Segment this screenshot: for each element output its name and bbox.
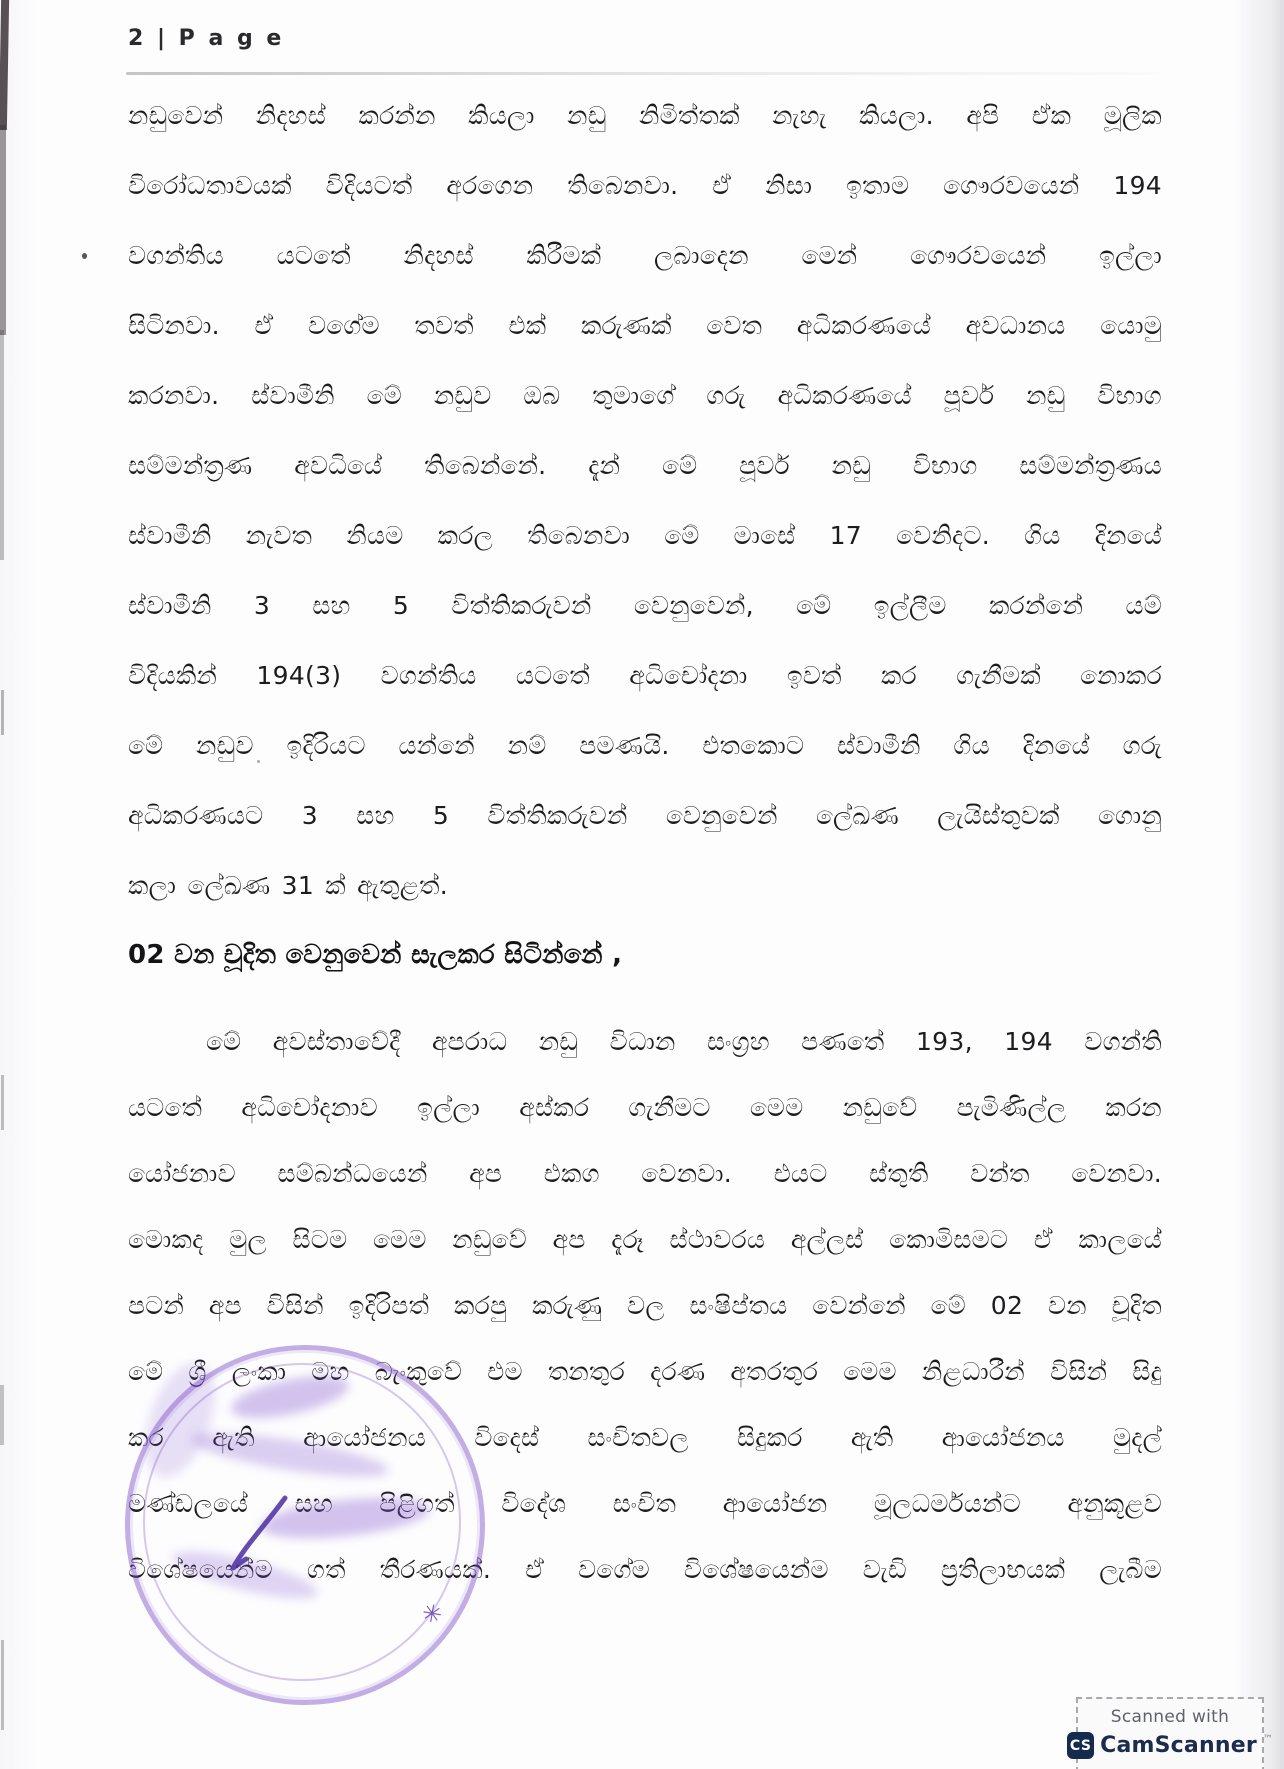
scan-edge-artifact	[0, 125, 6, 335]
text-line: ස්වාමීනි නැවත නියම කරල තිබෙනවා මේ මාසේ 17 වෙනිදට. ගිය දිනයේ	[128, 521, 1162, 550]
text-line: සිටිනවා. ඒ වගේම තවත් එක් කරුණක් වෙත අධිකරණයේ අවධානය යොමු	[128, 311, 1162, 340]
ink-speck	[82, 253, 87, 259]
text-line: වගන්තිය යටතේ නිදහස් කිරීමක් ලබාදෙන මෙන් ගෞරවයෙන් ඉල්ලා	[128, 241, 1162, 270]
scan-edge-artifact	[0, 1385, 4, 1445]
header-underline	[126, 72, 1160, 75]
text-line: නඩුවෙන් නිදහස් කරන්න කියලා නඩු නිමිත්තක් නැහැ කියලා. අපි ඒක මූලික	[128, 101, 1162, 130]
trademark-symbol: ™	[1262, 1734, 1273, 1745]
text-line: අධිකරණයට 3 සහ 5 විත්තිකරුවන් වෙනුවෙන් ලේඛණ ලැයිස්තුවක් ගොනු	[128, 801, 1162, 830]
scan-edge-artifact	[0, 0, 9, 130]
text-line: මේ අවස්තාවේදී අපරාධ නඩු විධාන සංග්‍රහ පණතේ 193, 194 වගන්ති	[206, 1027, 1162, 1056]
text-line: මොකද මුල සිටම මෙම නඩුවේ අප දැරූ ස්ථාවරය අල්ලස් කොමිසමට ඒ කාලයේ	[128, 1225, 1162, 1254]
text-line: සම්මන්ත්‍රණ අවධියේ තිබෙන්නේ. දැන් මේ පූර්ව නඩු විභාග සම්මන්ත්‍රණය	[128, 451, 1162, 480]
text-line: යටතේ අධිචෝදනාව ඉල්ලා අස්කර ගැනීමට මෙම නඩුවේ පැමිණිල්ල කරන	[128, 1093, 1162, 1122]
camscanner-brand-row	[1067, 1732, 1273, 1759]
stamp-star-icon: ✳	[419, 1598, 445, 1630]
camscanner-logo-icon: CS	[1067, 1732, 1094, 1759]
text-line: යෝජනාව සම්බන්ධයෙන් අප එකග වෙනවා. එයට ස්තුති වන්ත වෙනවා.	[128, 1159, 1162, 1188]
scan-edge-artifact	[1, 1640, 4, 1730]
paragraph-1	[128, 96, 1162, 936]
scan-edge-artifact	[1, 1075, 4, 1130]
text-line: කරනවා. ස්වාමීනි මේ නඩුව ඔබ තුමාගේ ගරු අධිකරණයේ පූර්ව නඩු විභාග	[128, 381, 1162, 410]
text-line: මණ්ඩලයේ සහ පිළිගත් විදේශ සංචිත ආයෝජන මූලධර්මයන්ට අනුකූළව	[128, 1489, 1162, 1518]
text-line: ස්වාමීනි 3 සහ 5 විත්තිකරුවන් වෙනුවෙන්, මේ ඉල්ලීම කරන්නේ යම්	[128, 591, 1162, 620]
text-line: පටන් අප විසින් ඉදිරිපත් කරපු කරුණු වල සංෂිප්තය වෙන්නේ මේ 02 වන චූදිත	[128, 1291, 1162, 1320]
text-line: මේ ශ්‍රී ලංකා මහ බැංකුවේ එම තනතුර දරණ අතරතුර මෙම නිළධාරීන් විසින් සිදු	[128, 1357, 1162, 1386]
scan-edge-artifact	[1, 690, 4, 735]
paragraph-2	[128, 1022, 1162, 1616]
text-line: විරෝධතාවයක් විදියටත් අරගෙන තිබෙනවා. ඒ නිසා ඉතාම ගෞරවයෙන් 194	[128, 171, 1162, 200]
text-line: මේ නඩුව ඉදිරියට යන්නේ නම් පමණයි. එතකොට ස්වාමීනි ගිය දිනයේ ගරු	[128, 731, 1162, 760]
page-number-header: 2 | P a g e	[128, 26, 285, 51]
camscanner-watermark	[1069, 1697, 1273, 1769]
text-line: විදියකින් 194(3) වගන්තිය යටතේ අධිචෝදනා ඉවත් කර ගැනීමක් නොකර	[128, 661, 1162, 690]
text-line: කලා ලේඛණ 31 ක් ඇතුළත්.	[128, 871, 448, 900]
scanned-with-label: Scanned with	[1110, 1707, 1230, 1727]
text-line: විශේෂයෙන්ම ගත් තීරණයක්. ඒ වගේම විශේෂයෙන්ම වැඩි ප්‍රතිලාභයක් ලැබීම	[128, 1555, 1162, 1584]
camscanner-brand-name: CamScanner	[1100, 1733, 1257, 1758]
section-heading: 02 වන චූදිත වෙනුවෙන් සැලකර සිටින්නේ ,	[128, 940, 623, 970]
text-line: කර ඇති ආයෝජනය විදෙස් සංචිතවල සිදුකර ඇති ආයෝජනය මුදල්	[128, 1423, 1162, 1452]
scan-edge-artifact	[0, 330, 4, 560]
